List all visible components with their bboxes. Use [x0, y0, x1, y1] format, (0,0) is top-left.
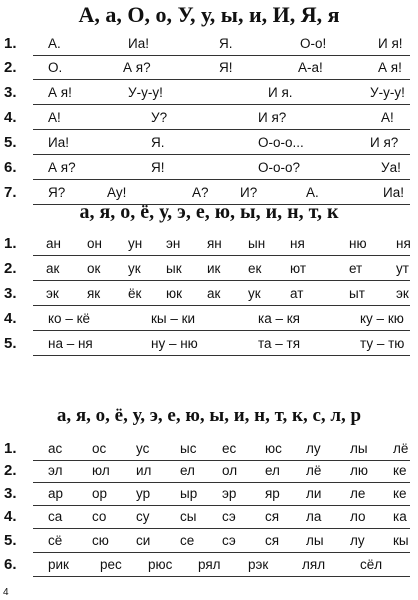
reading-word: ян [207, 236, 222, 251]
writing-line [33, 104, 410, 105]
writing-line [33, 505, 410, 506]
reading-word: ор [92, 486, 108, 501]
reading-word: ну – ню [151, 336, 198, 351]
exercise-row [0, 158, 418, 182]
reading-word: рял [198, 557, 221, 572]
exercise-row [0, 309, 418, 333]
reading-word: юс [265, 441, 282, 456]
reading-word: ня [290, 236, 305, 251]
reading-word: сэ [222, 533, 236, 548]
reading-word: сёл [360, 557, 383, 572]
reading-word: ка – кя [258, 311, 300, 326]
reading-word: лу [306, 441, 321, 456]
reading-word: ку – кю [360, 311, 404, 326]
reading-word: сю [92, 533, 109, 548]
reading-word: лё [393, 441, 409, 456]
row-number: 4. [4, 109, 17, 126]
row-number: 1. [4, 35, 17, 52]
row-number: 2. [4, 260, 17, 277]
reading-word: А! [381, 110, 394, 125]
reading-word: юк [166, 286, 183, 301]
reading-word: ле [350, 486, 366, 501]
reading-word: ка [393, 509, 407, 524]
reading-word: Я. [219, 36, 233, 51]
row-number: 4. [4, 508, 17, 525]
reading-word: рик [48, 557, 69, 572]
reading-word: ыт [349, 286, 365, 301]
section-2-title: а, я, о, ё, у, э, е, ю, ы, и, н, т, к [79, 201, 339, 223]
reading-word: И я! [378, 36, 403, 51]
reading-word: А. [306, 185, 319, 200]
reading-word: ак [46, 261, 60, 276]
reading-word: рюс [148, 557, 173, 572]
exercise-row [0, 34, 418, 58]
reading-word: О-о-о... [258, 135, 304, 150]
reading-word: ек [248, 261, 262, 276]
reading-word: рэк [248, 557, 269, 572]
row-number: 5. [4, 335, 17, 352]
section-3-title: а, я, о, ё, у, э, е, ю, ы, и, н, т, к, с, л, р [56, 405, 362, 426]
reading-word: Иа! [383, 185, 404, 200]
writing-line [33, 204, 410, 205]
reading-word: И? [240, 185, 258, 200]
reading-word: Я! [151, 160, 165, 175]
page-number: 4 [3, 587, 9, 598]
writing-line [33, 55, 410, 56]
writing-line [33, 79, 410, 80]
reading-word: ут [396, 261, 409, 276]
reading-word: эн [166, 236, 181, 251]
writing-line [33, 305, 410, 306]
reading-word: Я. [151, 135, 165, 150]
reading-word: ос [92, 441, 107, 456]
writing-line [33, 280, 410, 281]
reading-word: ык [166, 261, 182, 276]
writing-line [33, 482, 410, 483]
reading-word: юл [92, 463, 110, 478]
row-number: 3. [4, 485, 17, 502]
reading-word: А-а! [298, 60, 323, 75]
reading-word: И я. [268, 85, 293, 100]
reading-word: ню [349, 236, 367, 251]
reading-word: сы [180, 509, 197, 524]
writing-line [33, 355, 410, 356]
exercise-row [0, 531, 418, 555]
writing-line [33, 552, 410, 553]
reading-word: ло [350, 509, 366, 524]
reading-word: ан [46, 236, 61, 251]
reading-word: А я? [123, 60, 151, 75]
reading-word: А. [48, 36, 61, 51]
reading-word: эл [48, 463, 63, 478]
reading-word: Ау! [107, 185, 127, 200]
reading-word: ыр [180, 486, 198, 501]
reading-word: О. [48, 60, 63, 75]
row-number: 2. [4, 59, 17, 76]
reading-word: ак [207, 286, 221, 301]
reading-word: ке [393, 463, 407, 478]
writing-line [33, 330, 410, 331]
row-number: 6. [4, 159, 17, 176]
reading-word: ил [136, 463, 152, 478]
exercise-row [0, 58, 418, 82]
reading-word: У-у-у! [370, 85, 405, 100]
reading-word: он [87, 236, 102, 251]
reading-word: А я! [378, 60, 402, 75]
reading-word: лу [350, 533, 365, 548]
reading-word: ар [48, 486, 64, 501]
reading-word: сэ [222, 509, 236, 524]
row-number: 7. [4, 184, 17, 201]
reading-word: ли [306, 486, 322, 501]
reading-word: У? [151, 110, 168, 125]
reading-word: ся [265, 509, 280, 524]
exercise-row [0, 133, 418, 157]
reading-word: ук [128, 261, 141, 276]
reading-word: ют [290, 261, 307, 276]
reading-word: эр [222, 486, 237, 501]
reading-word: ет [349, 261, 363, 276]
reading-word: лы [306, 533, 324, 548]
exercise-row [0, 461, 418, 485]
exercise-row [0, 334, 418, 358]
writing-line [33, 528, 410, 529]
reading-word: А я! [48, 85, 72, 100]
reading-word: лял [302, 557, 326, 572]
reading-word: О-о-о? [258, 160, 301, 175]
exercise-row [0, 83, 418, 107]
reading-word: ол [222, 463, 238, 478]
reading-word: ко – кё [48, 311, 90, 326]
exercise-row [0, 555, 418, 579]
row-number: 6. [4, 556, 17, 573]
reading-word: яр [265, 486, 280, 501]
reading-word: кы [393, 533, 409, 548]
row-number: 1. [4, 440, 17, 457]
row-number: 5. [4, 134, 17, 151]
reading-word: ся [265, 533, 280, 548]
exercise-row [0, 507, 418, 531]
reading-word: А! [48, 110, 61, 125]
reading-word: ус [136, 441, 150, 456]
row-number: 1. [4, 235, 17, 252]
reading-word: эк [46, 286, 59, 301]
reading-word: ыс [180, 441, 197, 456]
reading-word: ел [265, 463, 280, 478]
reading-word: лю [350, 463, 369, 478]
reading-word: эк [396, 286, 409, 301]
exercise-row [0, 439, 418, 463]
reading-word: ун [128, 236, 143, 251]
reading-word: ат [290, 286, 304, 301]
reading-word: ок [87, 261, 101, 276]
reading-word: ту – тю [360, 336, 405, 351]
reading-word: И я? [258, 110, 287, 125]
exercise-row [0, 183, 418, 207]
reading-word: лё [306, 463, 322, 478]
reading-word: ур [136, 486, 151, 501]
writing-line [33, 179, 410, 180]
reading-word: Иа! [128, 36, 149, 51]
exercise-row [0, 234, 418, 258]
reading-word: ик [207, 261, 221, 276]
reading-word: лы [350, 441, 368, 456]
exercise-row [0, 284, 418, 308]
reading-word: кы – ки [151, 311, 196, 326]
reading-word: Иа! [48, 135, 69, 150]
row-number: 4. [4, 310, 17, 327]
row-number: 3. [4, 84, 17, 101]
reading-word: Я? [48, 185, 66, 200]
exercise-row [0, 108, 418, 132]
exercise-row [0, 259, 418, 283]
reading-word: ла [306, 509, 322, 524]
reading-word: ес [222, 441, 237, 456]
reading-word: ёк [128, 286, 142, 301]
reading-word: ук [248, 286, 261, 301]
exercise-row [0, 484, 418, 508]
row-number: 3. [4, 285, 17, 302]
row-number: 5. [4, 532, 17, 549]
reading-word: со [92, 509, 107, 524]
reading-word: си [136, 533, 151, 548]
reading-word: ын [248, 236, 266, 251]
reading-word: та – тя [258, 336, 301, 351]
reading-word: су [136, 509, 150, 524]
reading-word: О-о! [300, 36, 327, 51]
reading-word: ке [393, 486, 407, 501]
reading-word: ас [48, 441, 63, 456]
reading-word: са [48, 509, 63, 524]
reading-word: ел [180, 463, 195, 478]
reading-word: Уа! [381, 160, 401, 175]
reading-word: А? [192, 185, 209, 200]
reading-word: И я? [370, 135, 399, 150]
reading-word: сё [48, 533, 63, 548]
writing-line [33, 129, 410, 130]
reading-word: рес [100, 557, 122, 572]
reading-word: ня [396, 236, 411, 251]
writing-line [33, 255, 410, 256]
reading-word: на – ня [48, 336, 93, 351]
reading-word: Я! [219, 60, 233, 75]
writing-line [33, 154, 410, 155]
reading-word: А я? [48, 160, 76, 175]
reading-word: як [87, 286, 101, 301]
section-1-title: А, а, О, о, У, у, ы, и, И, Я, я [78, 2, 340, 27]
writing-line [33, 576, 410, 577]
reading-word: се [180, 533, 195, 548]
row-number: 2. [4, 462, 17, 479]
reading-word: У-у-у! [128, 85, 163, 100]
